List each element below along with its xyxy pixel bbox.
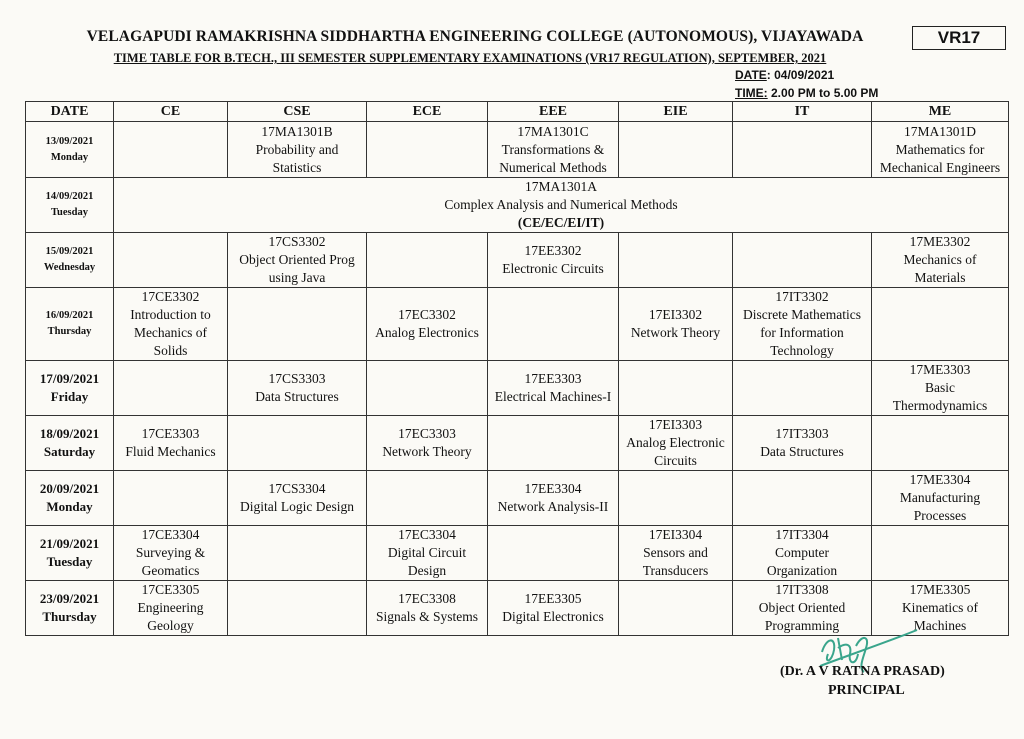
subject-name: Introduction to: [130, 307, 211, 322]
column-header-eee: EEE: [488, 102, 619, 122]
exam-day: Tuesday: [51, 207, 88, 218]
subject-cell-me: [872, 416, 1009, 471]
exam-time: [735, 86, 878, 100]
subject-cell-eee: [488, 471, 619, 526]
subject-cell-ece: [367, 471, 488, 526]
subject-name: Mechanics of: [133, 325, 208, 340]
subject-name: Probability and: [255, 141, 339, 157]
subject-cell-ece: [367, 233, 488, 288]
timetable-header-row: [26, 102, 1009, 122]
subject-name: Processes: [913, 508, 967, 523]
college-name: VELAGAPUDI RAMAKRISHNA SIDDHARTHA ENGINEERING COLLEGE (AUTONOMOUS), VIJAYAWADA: [86, 28, 864, 45]
subject-name: Programming: [764, 618, 840, 633]
subject-name: Materials: [914, 270, 966, 285]
subject-code: 17EE3304: [524, 481, 582, 496]
subject-code: 17CE3302: [141, 289, 200, 304]
exam-date: 18/09/2021: [39, 426, 100, 441]
subject-cell-eie: [619, 233, 733, 288]
subject-name: Object Oriented Prog: [239, 252, 355, 267]
subject-name: Machines: [913, 618, 967, 633]
table-row: [26, 122, 1009, 178]
subject-name: Network Theory: [382, 444, 472, 459]
common-subject-cell: [114, 178, 1009, 233]
subject-code: 17IT3302: [775, 289, 829, 304]
subject-code: 17EI3302: [648, 307, 703, 322]
subject-line: Complex Analysis and Numerical Methods: [444, 197, 678, 212]
subject-name: Organization: [766, 563, 838, 578]
subject-code: 17EC3304: [398, 527, 456, 542]
subject-name: Fluid Mechanics: [125, 444, 216, 459]
subject-cell-it: [733, 526, 872, 581]
subject-cell-eee: [488, 288, 619, 361]
subject-code: 17EE3305: [524, 591, 582, 606]
issue-date-value: : 04/09/2021: [766, 68, 835, 82]
subject-cell-me: [872, 361, 1009, 416]
exam-date: 21/09/2021: [39, 536, 100, 551]
subject-name: Basic: [925, 380, 955, 395]
exam-day: Friday: [50, 389, 89, 404]
subject-code: 17EI3304: [648, 527, 703, 542]
table-row: [26, 288, 1009, 361]
exam-date: 15/09/2021: [45, 246, 94, 257]
subject-cell-me: [872, 526, 1009, 581]
subject-line: 17MA1301A: [524, 179, 597, 194]
subject-name: Thermodynamics: [892, 398, 988, 413]
exam-date-cell: [26, 361, 114, 416]
subject-cell-me: [872, 288, 1009, 361]
subject-code: 17MA1301B: [261, 123, 333, 139]
exam-day: Monday: [46, 499, 93, 514]
subject-name: using Java: [268, 270, 326, 285]
exam-date: 14/09/2021: [45, 191, 94, 202]
subject-code: 17ME3305: [909, 582, 971, 597]
subject-name: Digital Electronics: [502, 609, 604, 624]
subject-code: 17ME3302: [909, 234, 971, 249]
subject-code: 17ME3303: [909, 362, 971, 377]
exam-date-cell: [26, 581, 114, 636]
subject-cell-ce: [114, 361, 228, 416]
subject-cell-cse: [228, 416, 367, 471]
subject-name: Numerical Methods: [499, 159, 607, 175]
column-header-cse: CSE: [228, 102, 367, 122]
issue-date-label: DATE: [735, 68, 767, 82]
exam-time-label: TIME:: [735, 86, 768, 100]
exam-day: Thursday: [47, 326, 92, 337]
subject-cell-cse: [228, 122, 367, 178]
exam-date-cell: [26, 471, 114, 526]
subject-cell-it: [733, 416, 872, 471]
subject-cell-ce: [114, 416, 228, 471]
subject-cell-me: [872, 471, 1009, 526]
subject-code: 17MA1301C: [517, 123, 589, 139]
subject-code: 17IT3304: [775, 527, 829, 542]
subject-code: 17CS3302: [268, 234, 326, 249]
exam-date-cell: [26, 122, 114, 178]
subject-code: 17EE3302: [524, 243, 582, 258]
subject-name: Signals & Systems: [375, 609, 478, 624]
subject-cell-ce: [114, 581, 228, 636]
subject-code: 17IT3308: [775, 582, 829, 597]
subject-cell-ce: [114, 288, 228, 361]
subject-name: Transducers: [642, 563, 709, 578]
subject-name: Statistics: [272, 159, 322, 175]
exam-day: Saturday: [43, 444, 96, 459]
subject-cell-cse: [228, 526, 367, 581]
principal-title: PRINCIPAL: [828, 683, 905, 698]
table-row: [26, 416, 1009, 471]
issue-date: [735, 68, 834, 82]
subject-name: Surveying &: [135, 545, 206, 560]
subject-name: Mathematics for: [895, 141, 985, 157]
exam-date: 20/09/2021: [39, 481, 100, 496]
subject-cell-eie: [619, 361, 733, 416]
subject-name: Geology: [147, 618, 194, 633]
subject-cell-cse: [228, 361, 367, 416]
exam-day: Wednesday: [43, 262, 96, 273]
exam-date: 17/09/2021: [39, 371, 100, 386]
subject-name: Data Structures: [255, 389, 339, 404]
table-row: [26, 471, 1009, 526]
subject-name: Transformations &: [501, 141, 605, 157]
subject-code: 17CS3304: [268, 481, 326, 496]
subject-name: Analog Electronic: [626, 435, 725, 450]
subject-name: Analog Electronics: [375, 325, 479, 340]
subject-code: 17MA1301D: [903, 123, 976, 139]
subject-name: Engineering: [137, 600, 204, 615]
column-header-me: ME: [872, 102, 1009, 122]
subject-name: Electrical Machines-I: [494, 389, 612, 404]
subject-code: 17EC3308: [398, 591, 456, 606]
subject-name: Design: [407, 563, 447, 578]
subject-cell-eee: [488, 526, 619, 581]
subject-cell-cse: [228, 581, 367, 636]
subject-code: 17CE3304: [141, 527, 200, 542]
subject-code: 17CS3303: [268, 371, 326, 386]
subject-code: 17ME3304: [909, 472, 971, 487]
subject-cell-it: [733, 288, 872, 361]
subject-code: 17IT3303: [775, 426, 829, 441]
column-header-ece: ECE: [367, 102, 488, 122]
subject-name: Network Analysis-II: [497, 499, 609, 514]
subject-cell-eie: [619, 471, 733, 526]
subject-code: 17EC3303: [398, 426, 456, 441]
subject-name: Kinematics of: [901, 600, 979, 615]
exam-date-cell: [26, 288, 114, 361]
subject-cell-ece: [367, 122, 488, 178]
subject-cell-ce: [114, 122, 228, 178]
subject-cell-it: [733, 122, 872, 178]
subject-cell-eee: [488, 122, 619, 178]
subject-name: Geomatics: [141, 563, 200, 578]
subject-name: Mechanical Engineers: [879, 159, 1001, 175]
subject-cell-eie: [619, 581, 733, 636]
subject-cell-ece: [367, 361, 488, 416]
subject-cell-it: [733, 471, 872, 526]
subject-cell-eee: [488, 233, 619, 288]
subject-cell-me: [872, 233, 1009, 288]
subject-name: Sensors and: [643, 545, 708, 560]
subject-name: Network Theory: [630, 325, 721, 340]
subject-cell-it: [733, 361, 872, 416]
subject-code: 17EE3303: [524, 371, 582, 386]
exam-time-value: 2.00 PM to 5.00 PM: [767, 86, 879, 100]
timetable-subtitle: TIME TABLE FOR B.TECH., III SEMESTER SUPPLEMENTARY EXAMINATIONS (VR17 REGULATION), SEPTEMBER, 2021: [113, 51, 827, 65]
principal-name: (Dr. A V RATNA PRASAD): [780, 664, 945, 679]
subject-cell-ce: [114, 526, 228, 581]
subject-cell-eee: [488, 416, 619, 471]
subject-code: 17EC3302: [398, 307, 456, 322]
exam-date-cell: [26, 233, 114, 288]
column-header-ce: CE: [114, 102, 228, 122]
subject-cell-eee: [488, 361, 619, 416]
column-header-date: DATE: [26, 102, 114, 122]
subject-code: 17EI3303: [648, 417, 703, 432]
subject-cell-ece: [367, 581, 488, 636]
table-row: [26, 233, 1009, 288]
regulation-badge: VR17: [912, 26, 1006, 50]
subject-line: (CE/EC/EI/IT): [517, 215, 605, 230]
subject-name: Digital Circuit: [387, 545, 467, 560]
subject-cell-eie: [619, 526, 733, 581]
subject-name: Electronic Circuits: [502, 261, 604, 276]
subject-name: Data Structures: [760, 444, 844, 459]
subject-cell-eie: [619, 288, 733, 361]
table-row: [26, 178, 1009, 233]
subject-cell-cse: [228, 288, 367, 361]
subject-name: Computer: [775, 545, 829, 560]
exam-date-cell: [26, 178, 114, 233]
subject-cell-cse: [228, 471, 367, 526]
subject-cell-me: [872, 122, 1009, 178]
exam-day: Thursday: [42, 609, 97, 624]
timetable-body: [26, 122, 1009, 636]
subject-name: Manufacturing: [899, 490, 981, 505]
exam-day: Monday: [50, 151, 89, 163]
exam-date: 23/09/2021: [39, 591, 100, 606]
subject-name: Solids: [153, 343, 188, 358]
exam-day: Tuesday: [46, 554, 93, 569]
subject-cell-eie: [619, 122, 733, 178]
column-header-it: IT: [733, 102, 872, 122]
subject-cell-ece: [367, 526, 488, 581]
subject-name: Technology: [770, 343, 834, 358]
subject-cell-cse: [228, 233, 367, 288]
exam-date-cell: [26, 416, 114, 471]
subject-name: for Information: [760, 325, 844, 340]
subject-cell-eee: [488, 581, 619, 636]
exam-timetable: [25, 101, 1009, 636]
column-header-eie: EIE: [619, 102, 733, 122]
subject-name: Object Oriented: [758, 600, 846, 615]
exam-date: 13/09/2021: [45, 135, 94, 147]
subject-name: Circuits: [654, 453, 697, 468]
exam-date-cell: [26, 526, 114, 581]
subject-cell-ece: [367, 416, 488, 471]
subject-code: 17CE3303: [141, 426, 200, 441]
subject-cell-ce: [114, 233, 228, 288]
table-row: [26, 526, 1009, 581]
subject-cell-ece: [367, 288, 488, 361]
exam-date: 16/09/2021: [45, 310, 94, 321]
subject-cell-eie: [619, 416, 733, 471]
subject-code: 17CE3305: [141, 582, 200, 597]
subject-name: Digital Logic Design: [240, 499, 354, 514]
table-row: [26, 361, 1009, 416]
subject-name: Discrete Mathematics: [742, 307, 862, 322]
subject-cell-ce: [114, 471, 228, 526]
subject-cell-it: [733, 233, 872, 288]
subject-name: Mechanics of: [903, 252, 977, 267]
